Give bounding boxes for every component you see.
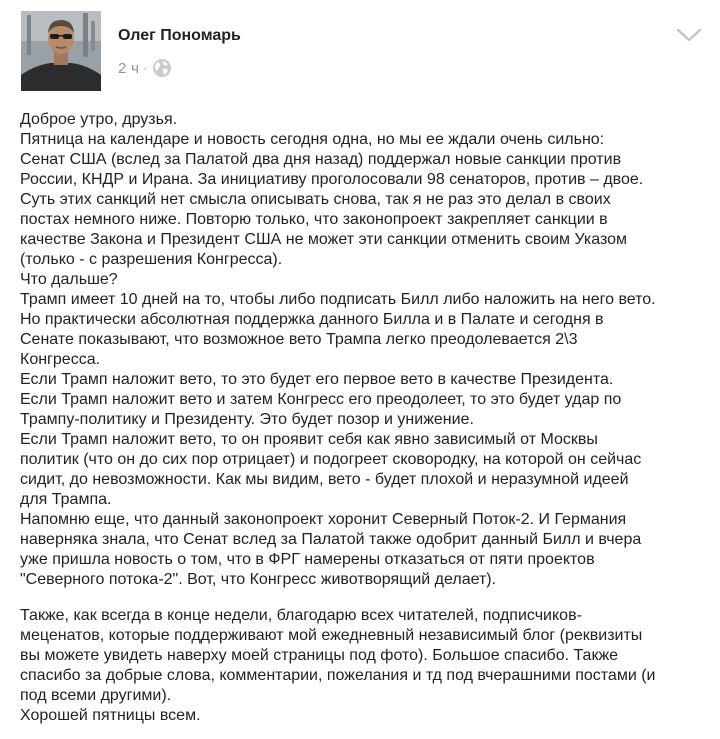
chevron-down-icon[interactable]	[676, 26, 702, 44]
post-text-line: Напомню еще, что данный законопроект хоронит Северный Поток-2. И Германия	[20, 511, 627, 528]
post-body	[20, 110, 710, 726]
post-text-line: Если Трамп наложит вето и затем Конгресс его преодолеет, то это будет удар по	[20, 391, 622, 408]
post-text-line: Сенате показывают, что возможное вето Трампа легко преодолевается 2\3	[20, 331, 578, 348]
post-paragraph-2	[20, 606, 710, 726]
post-text-line: Конгресса.	[20, 351, 101, 368]
post-text-line: уже пришла новость о том, что в ФРГ намерены отказаться от пяти проектов	[20, 551, 595, 568]
post-text-line: сидит, до невозможности. Как мы видим, вето - будет плохой и неразумной идеей	[20, 471, 629, 488]
post-text-line: спасибо за добрые слова, комментарии, пожелания и тд под вчерашними постами (и	[20, 667, 656, 684]
post-text-line: для Трампа.	[20, 491, 112, 508]
post-text-line: вы можете увидеть наверху моей страницы под фото). Большое спасибо. Также	[20, 647, 619, 664]
post-text-line: (только - с разрешения Конгресса).	[20, 251, 283, 268]
post-text-line: Но практически абсолютная поддержка данного Билла и в Палате и сегодня в	[20, 311, 604, 328]
post-text-line: "Северного потока-2". Вот, что Конгресс животворящий делает).	[20, 571, 497, 588]
post-text-line: качестве Закона и Президент США не может эти санкции отменить своим Указом	[20, 231, 628, 248]
post-text-line: Трампу-политику и Президенту. Это будет позор и унижение.	[20, 411, 474, 428]
post-text-line: политик (что он до сих пор отрицает) и подогреет сковородку, на которой он сейчас	[20, 451, 642, 468]
avatar[interactable]	[21, 11, 101, 91]
post-text-line: под всеми другими).	[20, 687, 172, 704]
avatar-photo	[21, 11, 101, 91]
meta-separator: ·	[143, 61, 148, 75]
post-text-line: Что дальше?	[20, 271, 118, 288]
post-text-line: Если Трамп наложит вето, то это будет его первое вето в качестве Президента.	[20, 371, 614, 388]
post-text-line: России, КНДР и Ирана. За инициативу проголосовали 98 сенаторов, против – двое.	[20, 171, 644, 188]
post-text-line: Сенат США (вслед за Палатой два дня назад) поддержал новые санкции против	[20, 151, 622, 168]
post-text-line: Суть этих санкций нет смысла описывать снова, так я не раз это делал в своих	[20, 191, 611, 208]
post-text-line: Хорошей пятницы всем.	[20, 707, 201, 724]
author-name[interactable]: Олег Пономарь	[118, 27, 241, 44]
post-text-line: Доброе утро, друзья.	[20, 111, 178, 128]
post-timestamp[interactable]: 2 ч	[118, 59, 140, 77]
post-text-line: наверняка знала, что Сенат вслед за Палатой также одобрит данный Билл и вчера	[20, 531, 642, 548]
globe-icon[interactable]	[152, 58, 172, 78]
post-text-line: Пятница на календаре и новость сегодня одна, но мы ее ждали очень сильно:	[20, 131, 605, 148]
post-paragraph-1	[20, 110, 710, 590]
post-text-line: меценатов, которые поддерживают мой ежедневный независимый блог (реквизиты	[20, 627, 643, 644]
post-text-line: постах немного ниже. Повторю только, что законопроект закрепляет санкции в	[20, 211, 608, 228]
post-text-line: Трамп имеет 10 дней на то, чтобы либо подписать Билл либо наложить на него вето.	[20, 291, 656, 308]
post-header	[0, 0, 720, 100]
post-meta	[118, 57, 172, 79]
post-text-line: Также, как всегда в конце недели, благодарю всех читателей, подписчиков-	[20, 607, 582, 624]
post-text-line: Если Трамп наложит вето, то он проявит себя как явно зависимый от Москвы	[20, 431, 598, 448]
